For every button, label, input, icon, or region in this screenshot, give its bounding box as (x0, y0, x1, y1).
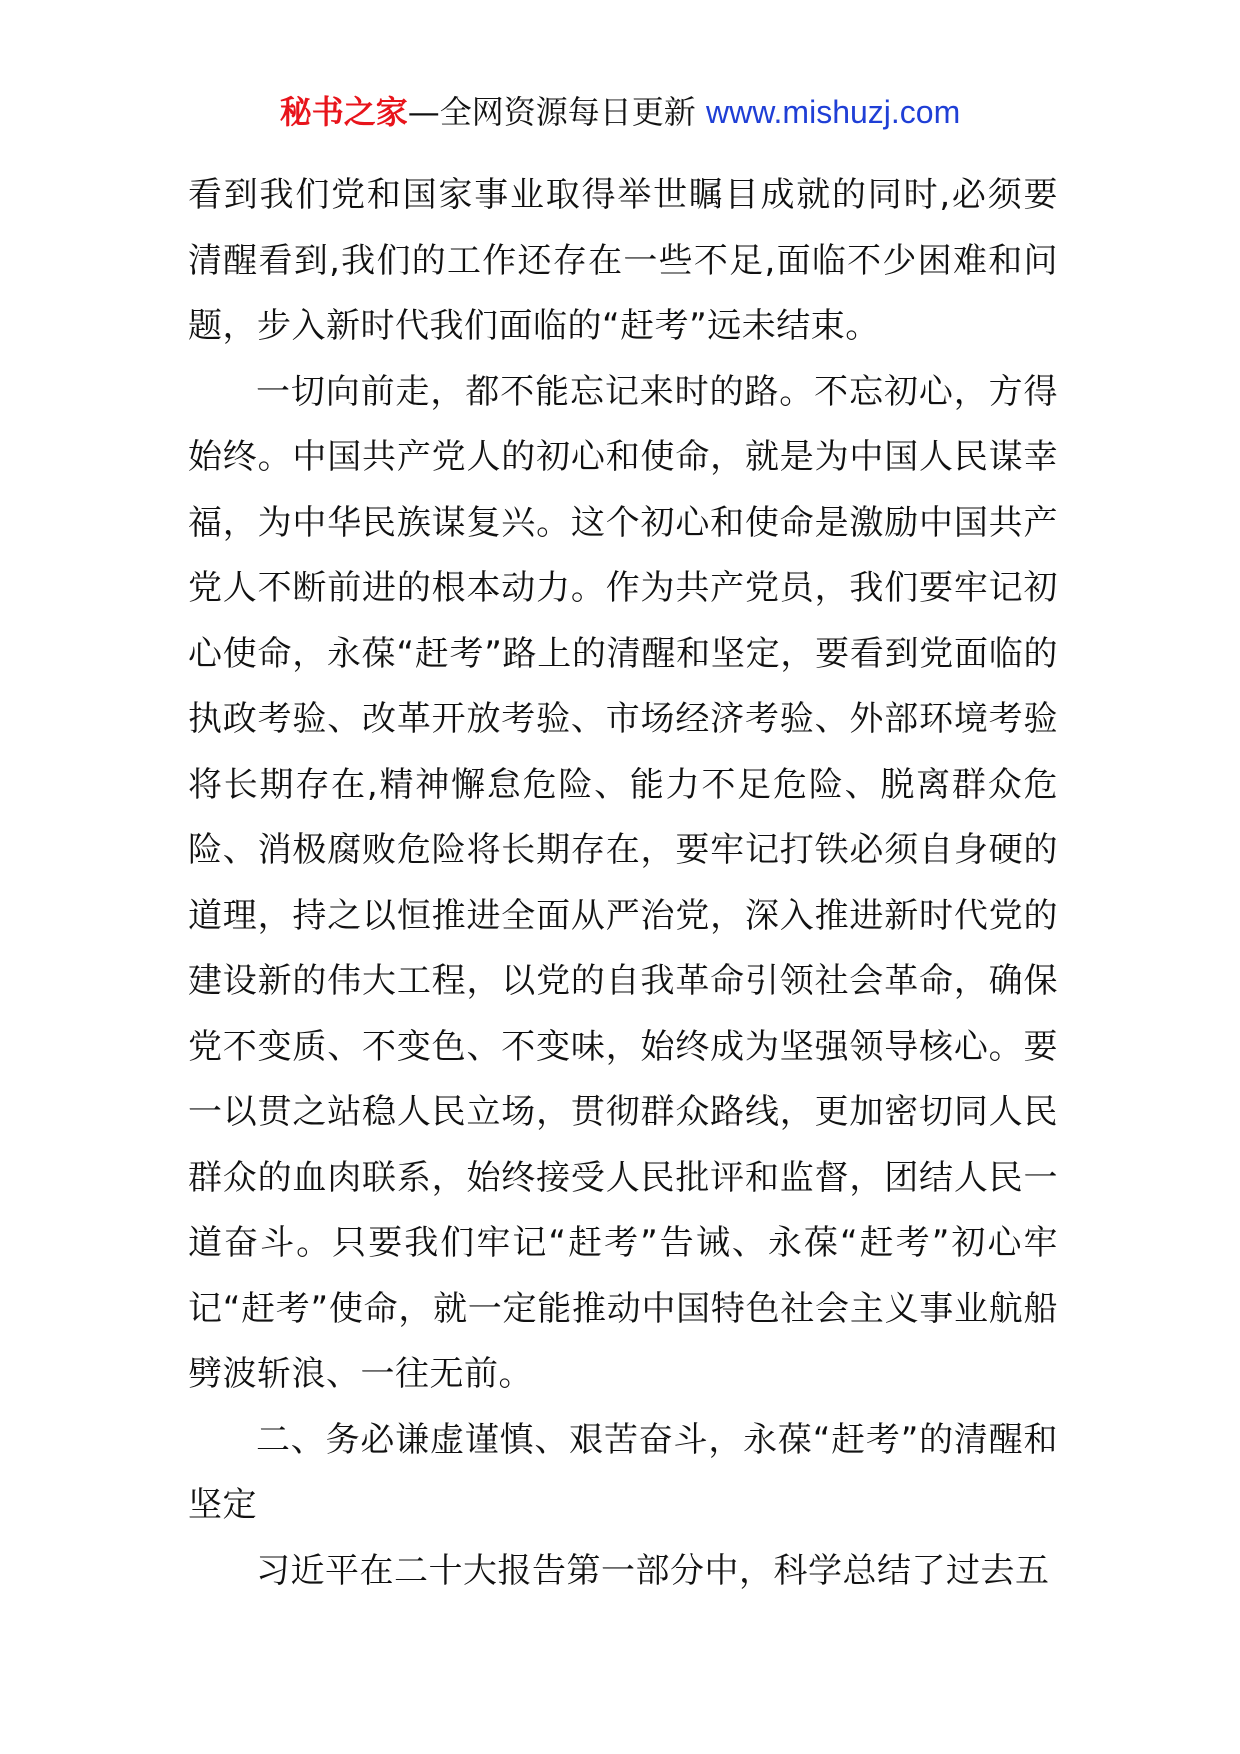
paragraph-original-aspiration: 一切向前走，都不能忘记来时的路。不忘初心，方得始终。中国共产党人的初心和使命，就是为中国人民谋幸福，为中华民族谋复兴。这个初心和使命是激励中国共产党人不断前进的根本动力。作为共产党员，我们要牢记初心使命，永葆“赶考”路上的清醒和坚定，要看到党面临的执政考验、改革开放考验、市场经济考验、外部环境考验将长期存在,精神懈怠危险、能力不足危险、脱离群众危险、消极腐败危险将长期存在，要牢记打铁必须自身硬的道理，持之以恒推进全面从严治党，深入推进新时代党的建设新的伟大工程，以党的自我革命引领社会革命，确保党不变质、不变色、不变味，始终成为坚强领导核心。要一以贯之站稳人民立场，贯彻群众路线，更加密切同人民群众的血肉联系，始终接受人民批评和监督，团结人民一道奋斗。只要我们牢记“赶考”告诫、永葆“赶考”初心牢记“赶考”使命，就一定能推动中国特色社会主义事业航船劈波斩浪、一往无前。 (188, 371, 1058, 1394)
site-header (0, 92, 1240, 132)
section-heading: 二、务必谦虚谨慎、艰苦奋斗，永葆“赶考”的清醒和坚定 (188, 1419, 1058, 1525)
site-url-link[interactable]: www.mishuzj.com (705, 94, 961, 130)
document-body (188, 163, 1058, 1604)
paragraph-report-summary: 习近平在二十大报告第一部分中，科学总结了过去五 (256, 1550, 1050, 1591)
site-brand: 秘书之家 (279, 93, 408, 131)
site-slogan: —全网资源每日更新 (407, 93, 696, 131)
paragraph-continuation: 看到我们党和国家事业取得举世瞩目成就的同时,必须要清醒看到,我们的工作还存在一些不足,面临不少困难和问题，步入新时代我们面临的“赶考”远未结束。 (188, 175, 1058, 346)
